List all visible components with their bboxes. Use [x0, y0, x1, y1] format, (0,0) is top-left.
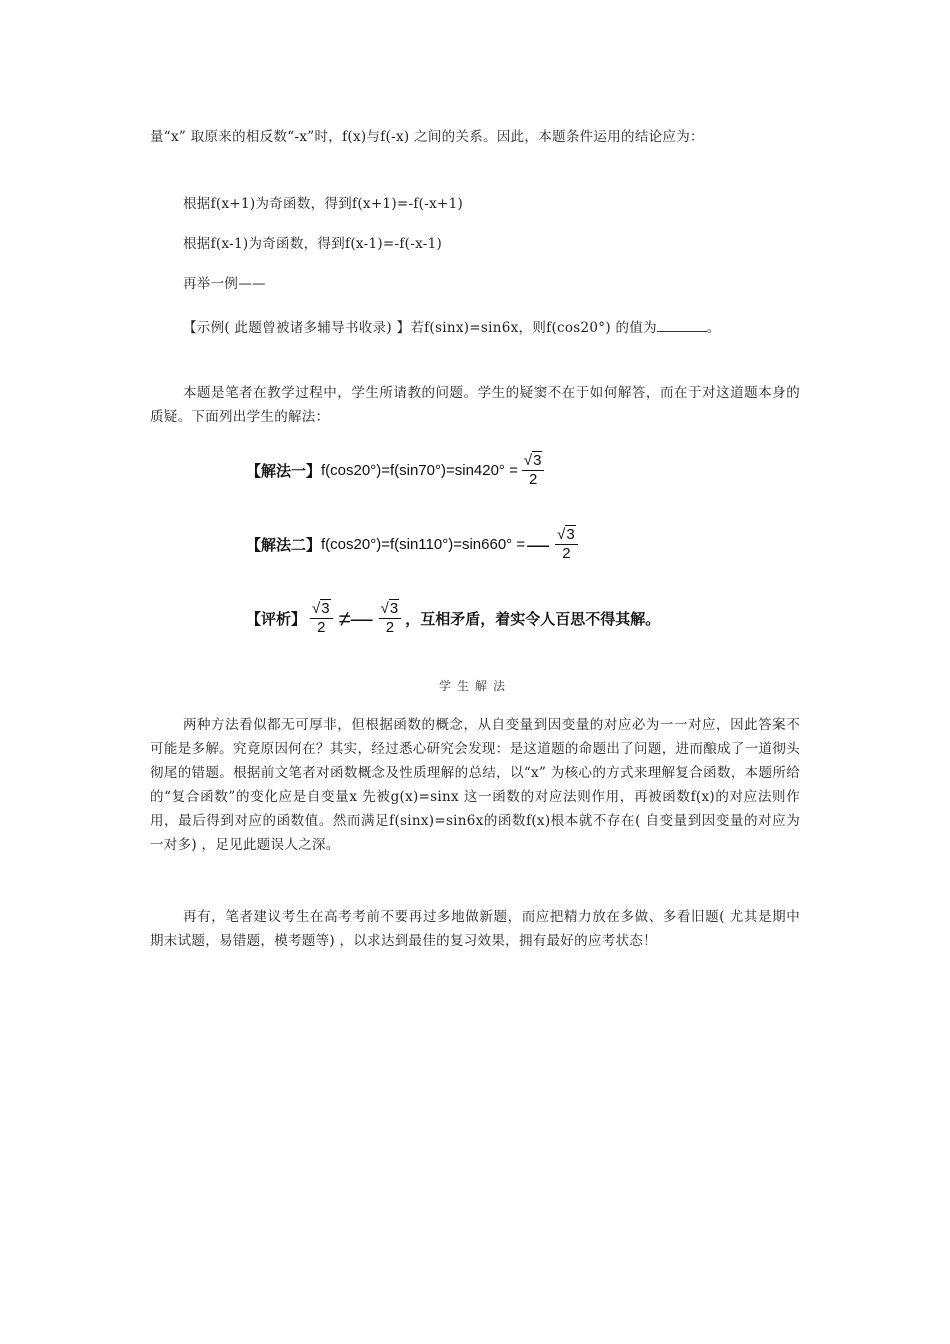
fraction-sqrt3-over-2 — [379, 600, 402, 637]
fraction-sqrt3-over-2 — [310, 600, 333, 637]
answer-blank — [657, 317, 707, 332]
fraction-sqrt3-over-2 — [522, 452, 545, 489]
paragraph-2: 根据f(x+1)为奇函数，得到f(x+1)=-f(-x+1) — [183, 196, 464, 212]
example-text: 【示例( 此题曾被诸多辅导书收录) 】若f(sinx)=sin6x，则f(cos20°) 的值为 — [183, 320, 657, 336]
sqrt-icon: √ — [523, 452, 533, 469]
analysis-text: ，互相矛盾，着实令人百思不得其解。 — [405, 611, 661, 628]
figure-caption: 学生解法 — [438, 679, 511, 693]
paragraph-3: 根据f(x-1)为奇函数，得到f(x-1)=-f(-x-1) — [183, 236, 443, 252]
paragraph-8: 再有，笔者建议考生在高考考前不要再过多地做新题，而应把精力放在多做、多看旧题( 尤其是期中期末试题，易错题，模考题等) ，以求达到最佳的复习效果，拥有最好的应考状态！ — [150, 909, 800, 949]
fraction-denominator: 2 — [528, 471, 538, 488]
solution-1-tag: 【解法一】 — [246, 463, 322, 480]
solution-1-expr: f(cos20°)=f(sin70°)=sin420° = — [321, 462, 518, 479]
fraction-denominator: 2 — [385, 619, 395, 636]
analysis-tag: 【评析】 — [246, 611, 307, 628]
sqrt-icon: √ — [312, 600, 321, 617]
minus-sign: — — [527, 531, 550, 557]
paragraph-7: 两种方法看似都无可厚非，但根据函数的概念，从自变量到因变量的对应必为一一对应，因此答案不可能是多解。究竟原因何在？其实，经过悉心研究会发现：是这道题的命题出了问题，进而酿成了一道彻头彻尾的错题。根据前文笔者对函数概念及性质理解的总结，以“x” 为核心的方式来理解复合函数，本题所给的“复合函数”的变化应是自变量x 先被g(x)=sinx 这一函数的对应法则作用，再被函数f(x)的对应法则作用，最后得到对应的函数值。然而满足f(sinx)=sin6x的函数f(x)根本就不存在( 自变量到因变量的对应为一对多) ，足见此题误人之深。 — [150, 717, 800, 853]
sqrt-icon: √ — [557, 526, 566, 543]
solution-2-tag: 【解法二】 — [246, 537, 322, 554]
fraction-numerator: 3 — [566, 526, 575, 543]
fraction-sqrt3-over-2 — [555, 526, 578, 563]
fraction-numerator: 3 — [321, 600, 330, 617]
paragraph-6: 本题是笔者在教学过程中，学生所请教的问题。学生的疑窦不在于如何解答，而在于对这道题本身的质疑。下面列出学生的解法： — [150, 385, 800, 425]
fraction-numerator: 3 — [533, 452, 542, 469]
not-equal-minus: ≠— — [338, 605, 373, 631]
sqrt-icon: √ — [380, 600, 389, 617]
paragraph-1: 量“x” 取原来的相反数“-x”时，f(x)与f(-x) 之间的关系。因此，本题条件运用的结论应为： — [150, 129, 704, 145]
fraction-denominator: 2 — [562, 545, 571, 562]
solution-1 — [246, 452, 548, 489]
paragraph-5 — [150, 316, 800, 340]
paragraph-4: 再举一例—— — [183, 276, 266, 292]
example-end: 。 — [706, 320, 721, 336]
fraction-numerator: 3 — [389, 600, 399, 617]
fraction-denominator: 2 — [317, 619, 326, 636]
solution-2-expr: f(cos20°)=f(sin110°)=sin660° = — [321, 536, 526, 553]
solution-2 — [246, 526, 582, 563]
analysis — [246, 600, 660, 637]
